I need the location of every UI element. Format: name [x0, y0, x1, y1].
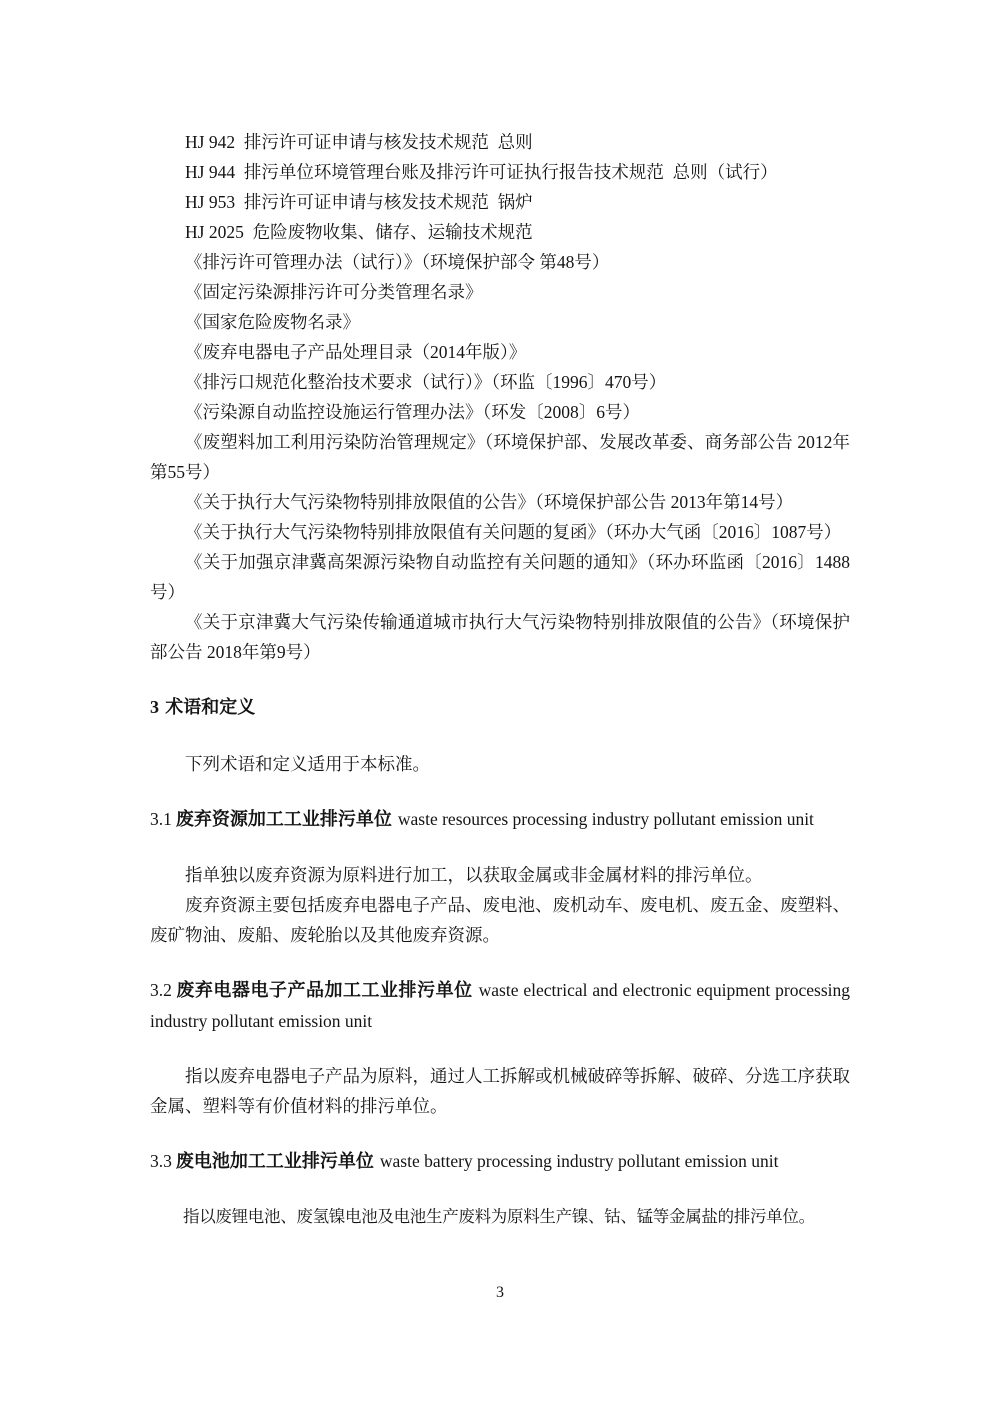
term-3-1	[150, 804, 850, 950]
term-heading	[150, 1146, 850, 1177]
page-number: 3	[496, 1284, 504, 1301]
section-heading	[150, 692, 850, 723]
term-title-zh: 废弃资源加工工业排污单位	[175, 809, 392, 830]
definition-paragraph: 废弃资源主要包括废弃电器电子产品、废电池、废机动车、废电机、废五金、废塑料、废矿物油、废船、废轮胎以及其他废弃资源。	[150, 895, 850, 945]
term-definitions	[150, 1202, 850, 1232]
term-definitions	[150, 860, 850, 950]
term-definitions	[150, 1061, 850, 1121]
term-heading	[150, 804, 850, 835]
reference-item: 《国家危险废物名录》	[185, 312, 360, 332]
term-3-3	[150, 1146, 850, 1232]
definition-paragraph: 指以废锂电池、废氢镍电池及电池生产废料为原料生产镍、钴、锰等金属盐的排污单位。	[183, 1207, 815, 1226]
term-3-2	[150, 975, 850, 1121]
term-number: 3.1	[150, 809, 172, 829]
definition-paragraph: 指以废弃电器电子产品为原料，通过人工拆解或机械破碎等拆解、破碎、分选工序获取金属、塑料等有价值材料的排污单位。	[150, 1066, 850, 1116]
reference-item: 《关于京津冀大气污染传输通道城市执行大气污染物特别排放限值的公告》（环境保护部公告 2018年第9号）	[150, 612, 850, 662]
section-number: 3	[150, 697, 159, 717]
term-number: 3.3	[150, 1151, 172, 1171]
reference-item: 《关于执行大气污染物特别排放限值的公告》（环境保护部公告 2013年第14号）	[185, 492, 794, 512]
reference-item: HJ 953 排污许可证申请与核发技术规范 锅炉	[185, 192, 533, 212]
terms-intro: 下列术语和定义适用于本标准。	[185, 754, 430, 774]
term-title-zh: 废弃电器电子产品加工工业排污单位	[175, 980, 473, 1001]
reference-item: 《污染源自动监控设施运行管理办法》（环发〔2008〕6号）	[185, 402, 640, 422]
term-number: 3.2	[150, 980, 172, 1000]
reference-item: 《排污许可管理办法（试行）》（环境保护部令 第48号）	[185, 252, 610, 272]
term-title-en: waste resources processing industry pollutant emission unit	[397, 809, 814, 829]
term-title-zh: 废电池加工工业排污单位	[175, 1151, 374, 1172]
reference-item: 《固定污染源排污许可分类管理名录》	[185, 282, 483, 302]
definition-paragraph: 指单独以废弃资源为原料进行加工，以获取金属或非金属材料的排污单位。	[185, 865, 763, 885]
reference-item: 《废塑料加工利用污染防治管理规定》（环境保护部、发展改革委、商务部公告 2012年第55号）	[150, 432, 850, 482]
reference-item: 《关于执行大气污染物特别排放限值有关问题的复函》（环办大气函〔2016〕1087号）	[185, 522, 842, 542]
document-content	[150, 127, 850, 1232]
term-title-en: waste electrical and electronic equipment processing industry pollutant emission unit	[150, 980, 850, 1031]
reference-item: HJ 2025 危险废物收集、储存、运输技术规范	[185, 222, 533, 242]
term-heading	[150, 975, 850, 1036]
reference-item: HJ 944 排污单位环境管理台账及排污许可证执行报告技术规范 总则（试行）	[185, 162, 778, 182]
reference-item: HJ 942 排污许可证申请与核发技术规范 总则	[185, 132, 533, 152]
section-title: 术语和定义	[165, 697, 256, 718]
reference-list	[150, 127, 850, 667]
reference-item: 《废弃电器电子产品处理目录（2014年版）》	[185, 342, 527, 362]
term-title-en: waste battery processing industry pollutant emission unit	[379, 1151, 779, 1171]
reference-item: 《关于加强京津冀高架源污染物自动监控有关问题的通知》（环办环监函〔2016〕1488号）	[150, 552, 850, 602]
reference-item: 《排污口规范化整治技术要求（试行）》（环监〔1996〕470号）	[185, 372, 667, 392]
